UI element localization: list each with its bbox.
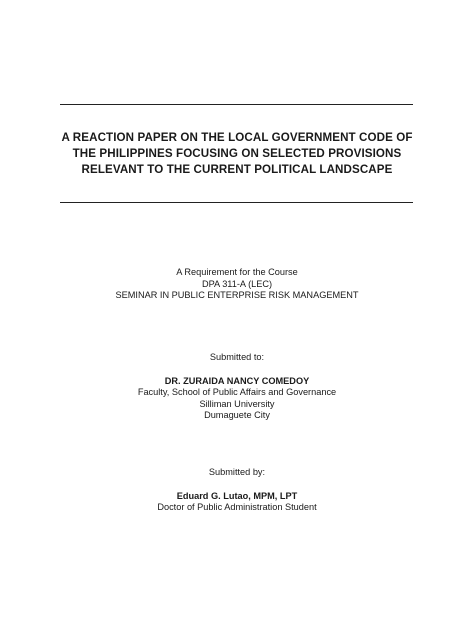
title-line-3: RELEVANT TO THE CURRENT POLITICAL LANDSCAPE (81, 163, 393, 176)
submitted-to-university: Silliman University (199, 398, 275, 409)
submitted-to-block (40, 352, 434, 422)
course-requirement: A Requirement for the Course (176, 267, 298, 277)
submitted-by-label: Submitted by: (208, 467, 266, 477)
bottom-divider (60, 202, 413, 203)
title-line-1: A REACTION PAPER ON THE LOCAL GOVERNMENT CODE OF (61, 131, 413, 144)
paper-title (40, 130, 434, 178)
submitted-to-name: DR. ZURAIDA NANCY COMEDOY (164, 375, 310, 386)
course-block (40, 267, 434, 302)
submitted-to-label: Submitted to: (209, 352, 265, 362)
submitted-by-role: Doctor of Public Administration Student (157, 502, 317, 512)
submitted-by-block (40, 467, 434, 514)
submitted-to-city: Dumaguete City (204, 410, 270, 420)
title-line-2: THE PHILIPPINES FOCUSING ON SELECTED PROVISIONS (72, 147, 402, 160)
submitted-by-name: Eduard G. Lutao, MPM, LPT (176, 490, 298, 501)
top-divider (60, 104, 413, 105)
submitted-to-affiliation: Faculty, School of Public Affairs and Governance (137, 387, 337, 397)
course-name: SEMINAR IN PUBLIC ENTERPRISE RISK MANAGEMENT (115, 290, 359, 300)
course-code: DPA 311-A (LEC) (201, 278, 273, 289)
